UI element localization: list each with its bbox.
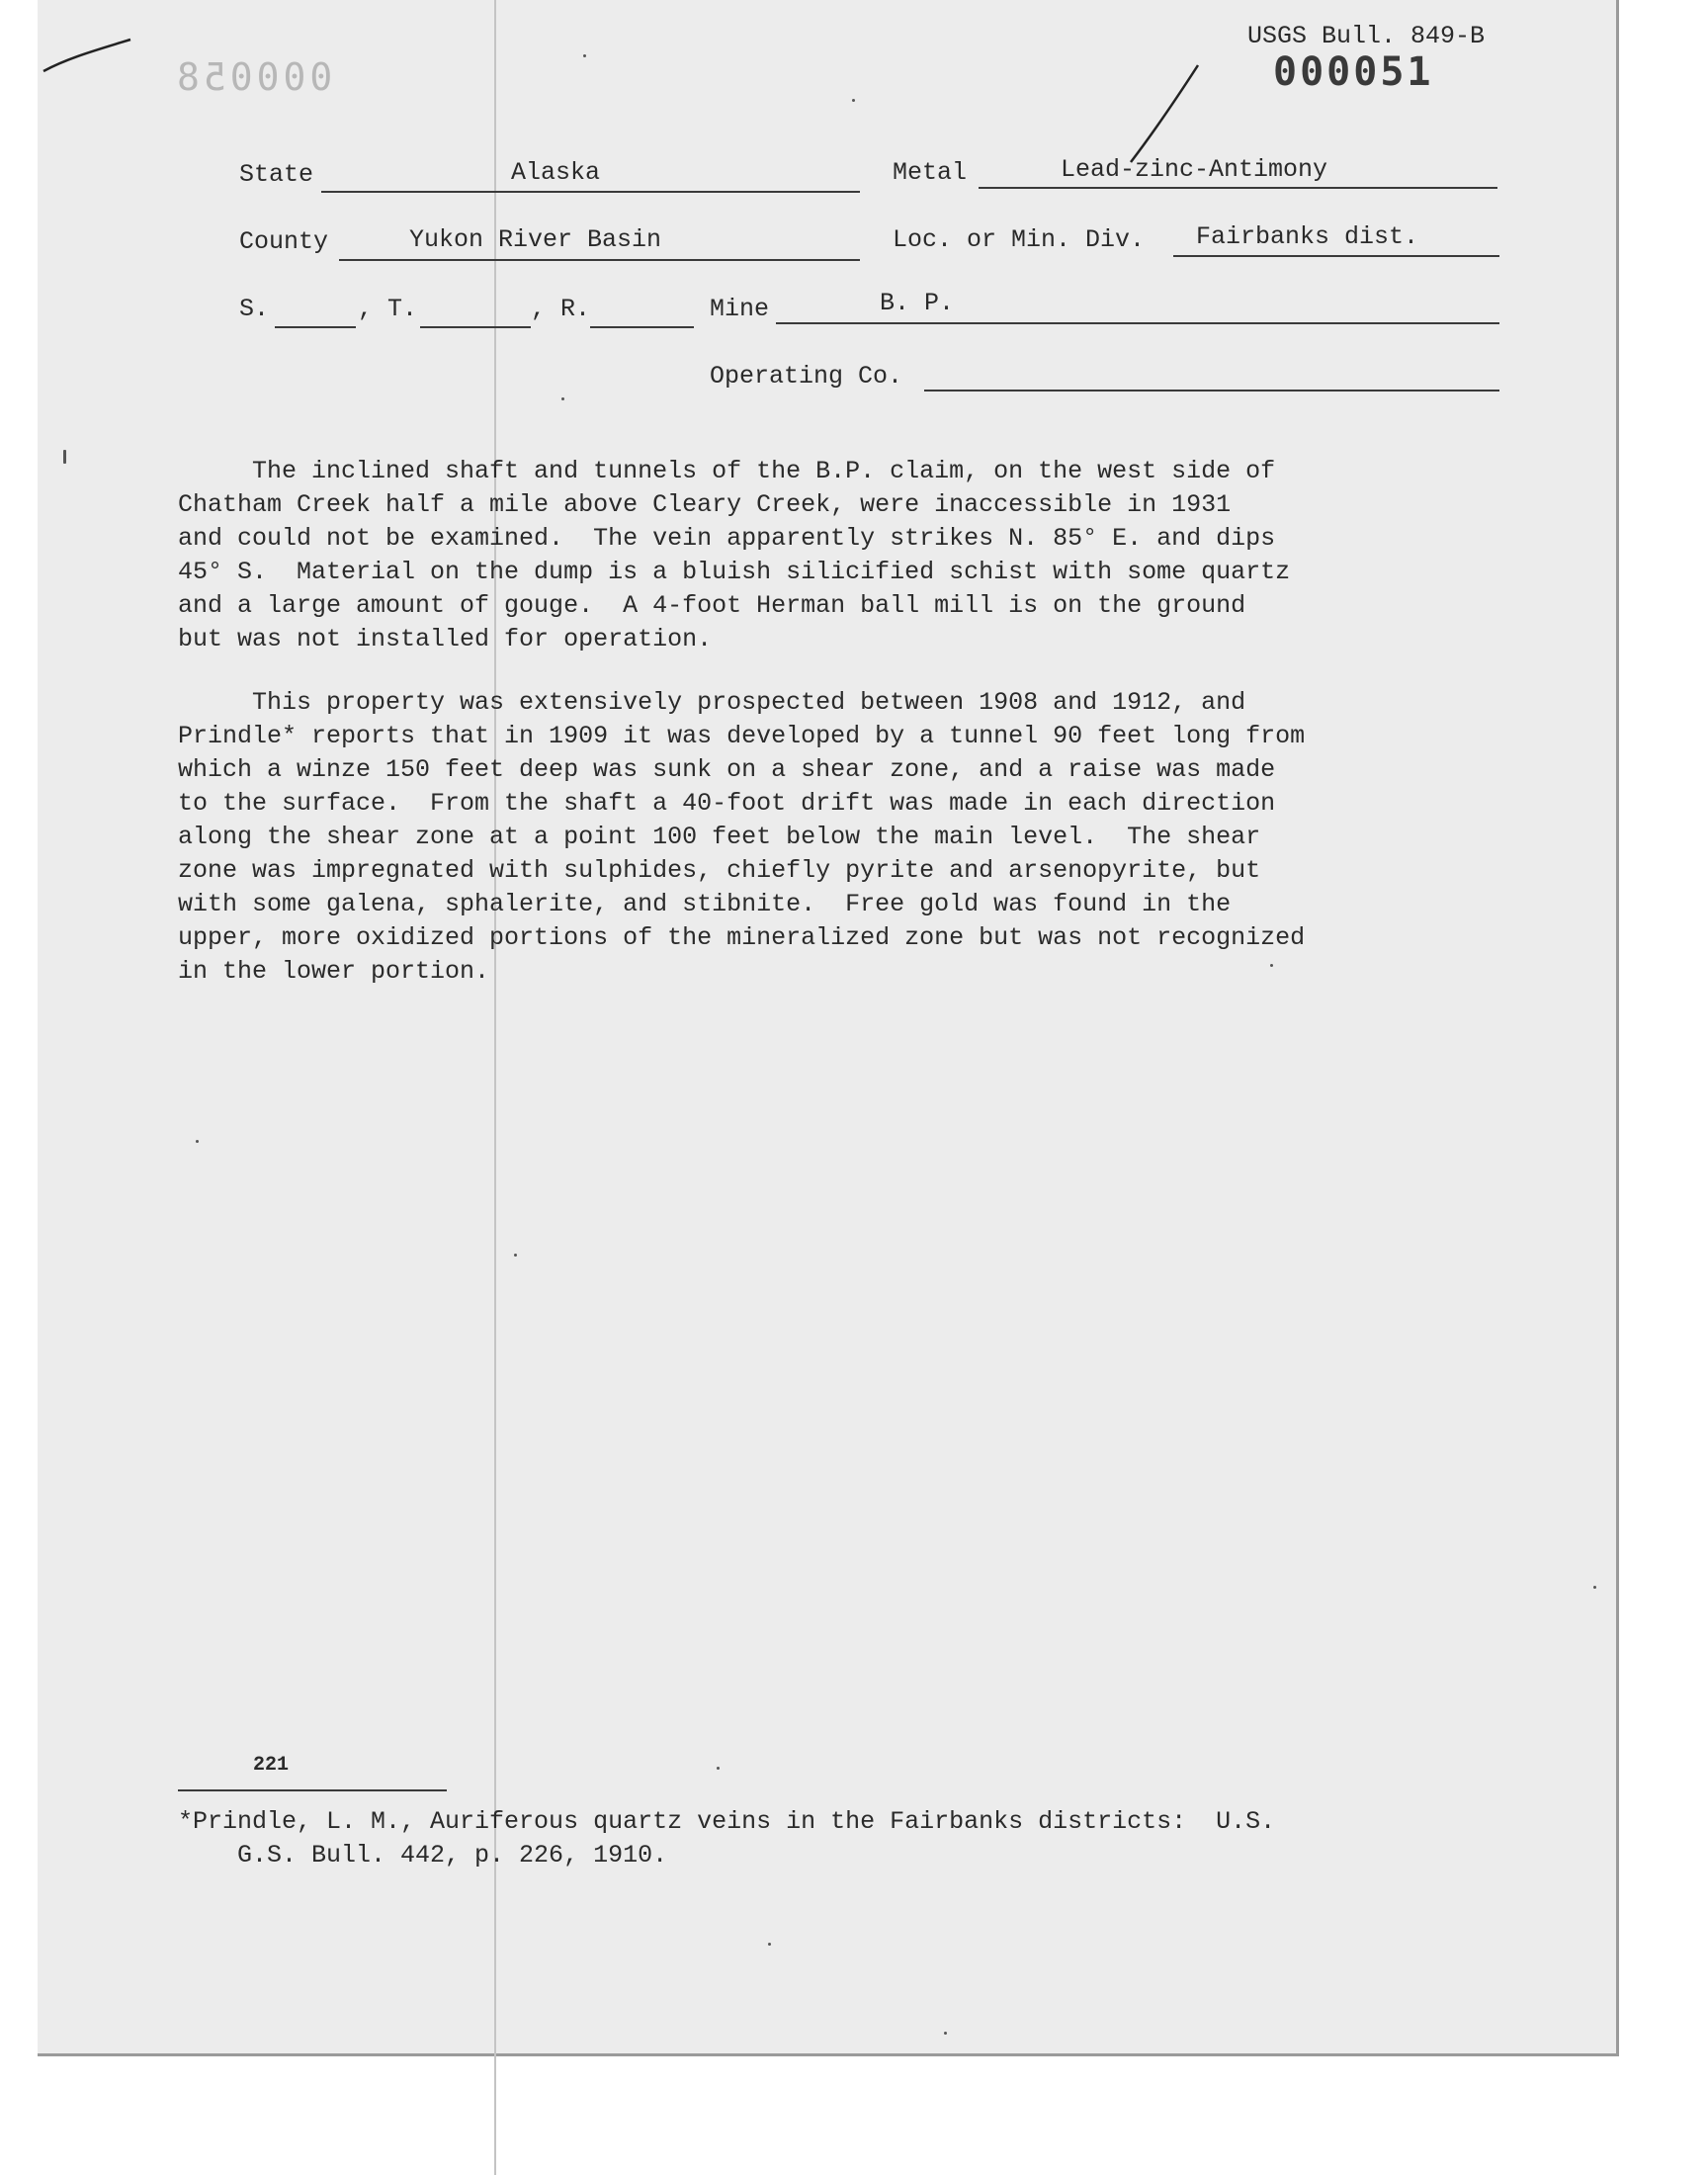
- document-sheet: [38, 0, 1619, 2056]
- pen-stroke-top-left-icon: [40, 28, 138, 77]
- county-line: [339, 259, 860, 261]
- scan-speck: [196, 1140, 199, 1143]
- scan-speck: [768, 1943, 771, 1946]
- county-value: Yukon River Basin: [409, 225, 662, 254]
- section-label: S.: [239, 295, 270, 323]
- scan-speck: [514, 1254, 517, 1257]
- body-paragraph-2: This property was extensively prospected between 1908 and 1912, and Prindle* reports that in 1909 it was developed by a tunnel 90 feet long from which a winze 150 feet deep was sunk on a shear zone, and a raise was made to the surface. From the shaft a 40-foot drift was made in each direction along the shear zone at a point 100 feet below the main level. The shear zone was impregnated with sulphides, chiefly pyrite and arsenopyrite, but with some galena, sphalerite, and stibnite. Free gold was found in the upper, more oxidized portions of the mineralized zone but was not recognized in the lower portion.: [178, 688, 1306, 986]
- scan-speck: [561, 397, 564, 400]
- range-line: [590, 326, 694, 328]
- faint-bleed-through-number: 000058: [173, 55, 333, 99]
- page-number: 221: [253, 1754, 290, 1777]
- metal-value: Lead-zinc-Antimony: [1061, 155, 1328, 184]
- loc-label: Loc. or Min. Div.: [893, 225, 1146, 254]
- township-line: [420, 326, 531, 328]
- operating-co-line: [924, 390, 1499, 392]
- scan-speck: [1270, 964, 1273, 967]
- scan-speck: [1593, 1586, 1596, 1589]
- body-paragraph-1: The inclined shaft and tunnels of the B.P. claim, on the west side of Chatham Creek half a mile above Cleary Creek, were inaccessible in 1931 and could not be examined. The vein apparently strikes N. 85° E. and dips 45° S. Material on the dump is a bluish silicified schist with some quartz and a large amount of gouge. A 4-foot Herman ball mill is on the ground but was not installed for operation.: [178, 457, 1291, 653]
- metal-line: [979, 187, 1497, 189]
- scan-speck: [583, 54, 586, 57]
- state-line: [321, 191, 860, 193]
- loc-value: Fairbanks dist.: [1196, 222, 1419, 251]
- footnote: *Prindle, L. M., Auriferous quartz veins in the Fairbanks districts: U.S. G.S. Bull. 442, p. 226, 1910.: [178, 1807, 1276, 1870]
- scan-speck: [944, 2032, 947, 2035]
- mine-line: [776, 322, 1499, 324]
- document-number: 000051: [1273, 49, 1434, 95]
- footnote-divider: [178, 1789, 447, 1791]
- scan-speck: [63, 450, 66, 464]
- mine-label: Mine: [710, 295, 770, 323]
- state-label: State: [239, 160, 314, 189]
- state-value: Alaska: [511, 158, 601, 187]
- pen-check-mark-icon: [1127, 59, 1206, 168]
- township-label: , T.: [358, 295, 418, 323]
- mine-value: B. P.: [880, 289, 955, 317]
- section-line: [275, 326, 356, 328]
- loc-line: [1173, 255, 1499, 257]
- range-label: , R.: [531, 295, 591, 323]
- usgs-reference: USGS Bull. 849-B: [1247, 22, 1486, 50]
- scan-speck: [852, 99, 855, 102]
- metal-label: Metal: [893, 158, 968, 187]
- scan-speck: [717, 1767, 720, 1770]
- county-label: County: [239, 227, 329, 256]
- operating-co-label: Operating Co.: [710, 362, 903, 391]
